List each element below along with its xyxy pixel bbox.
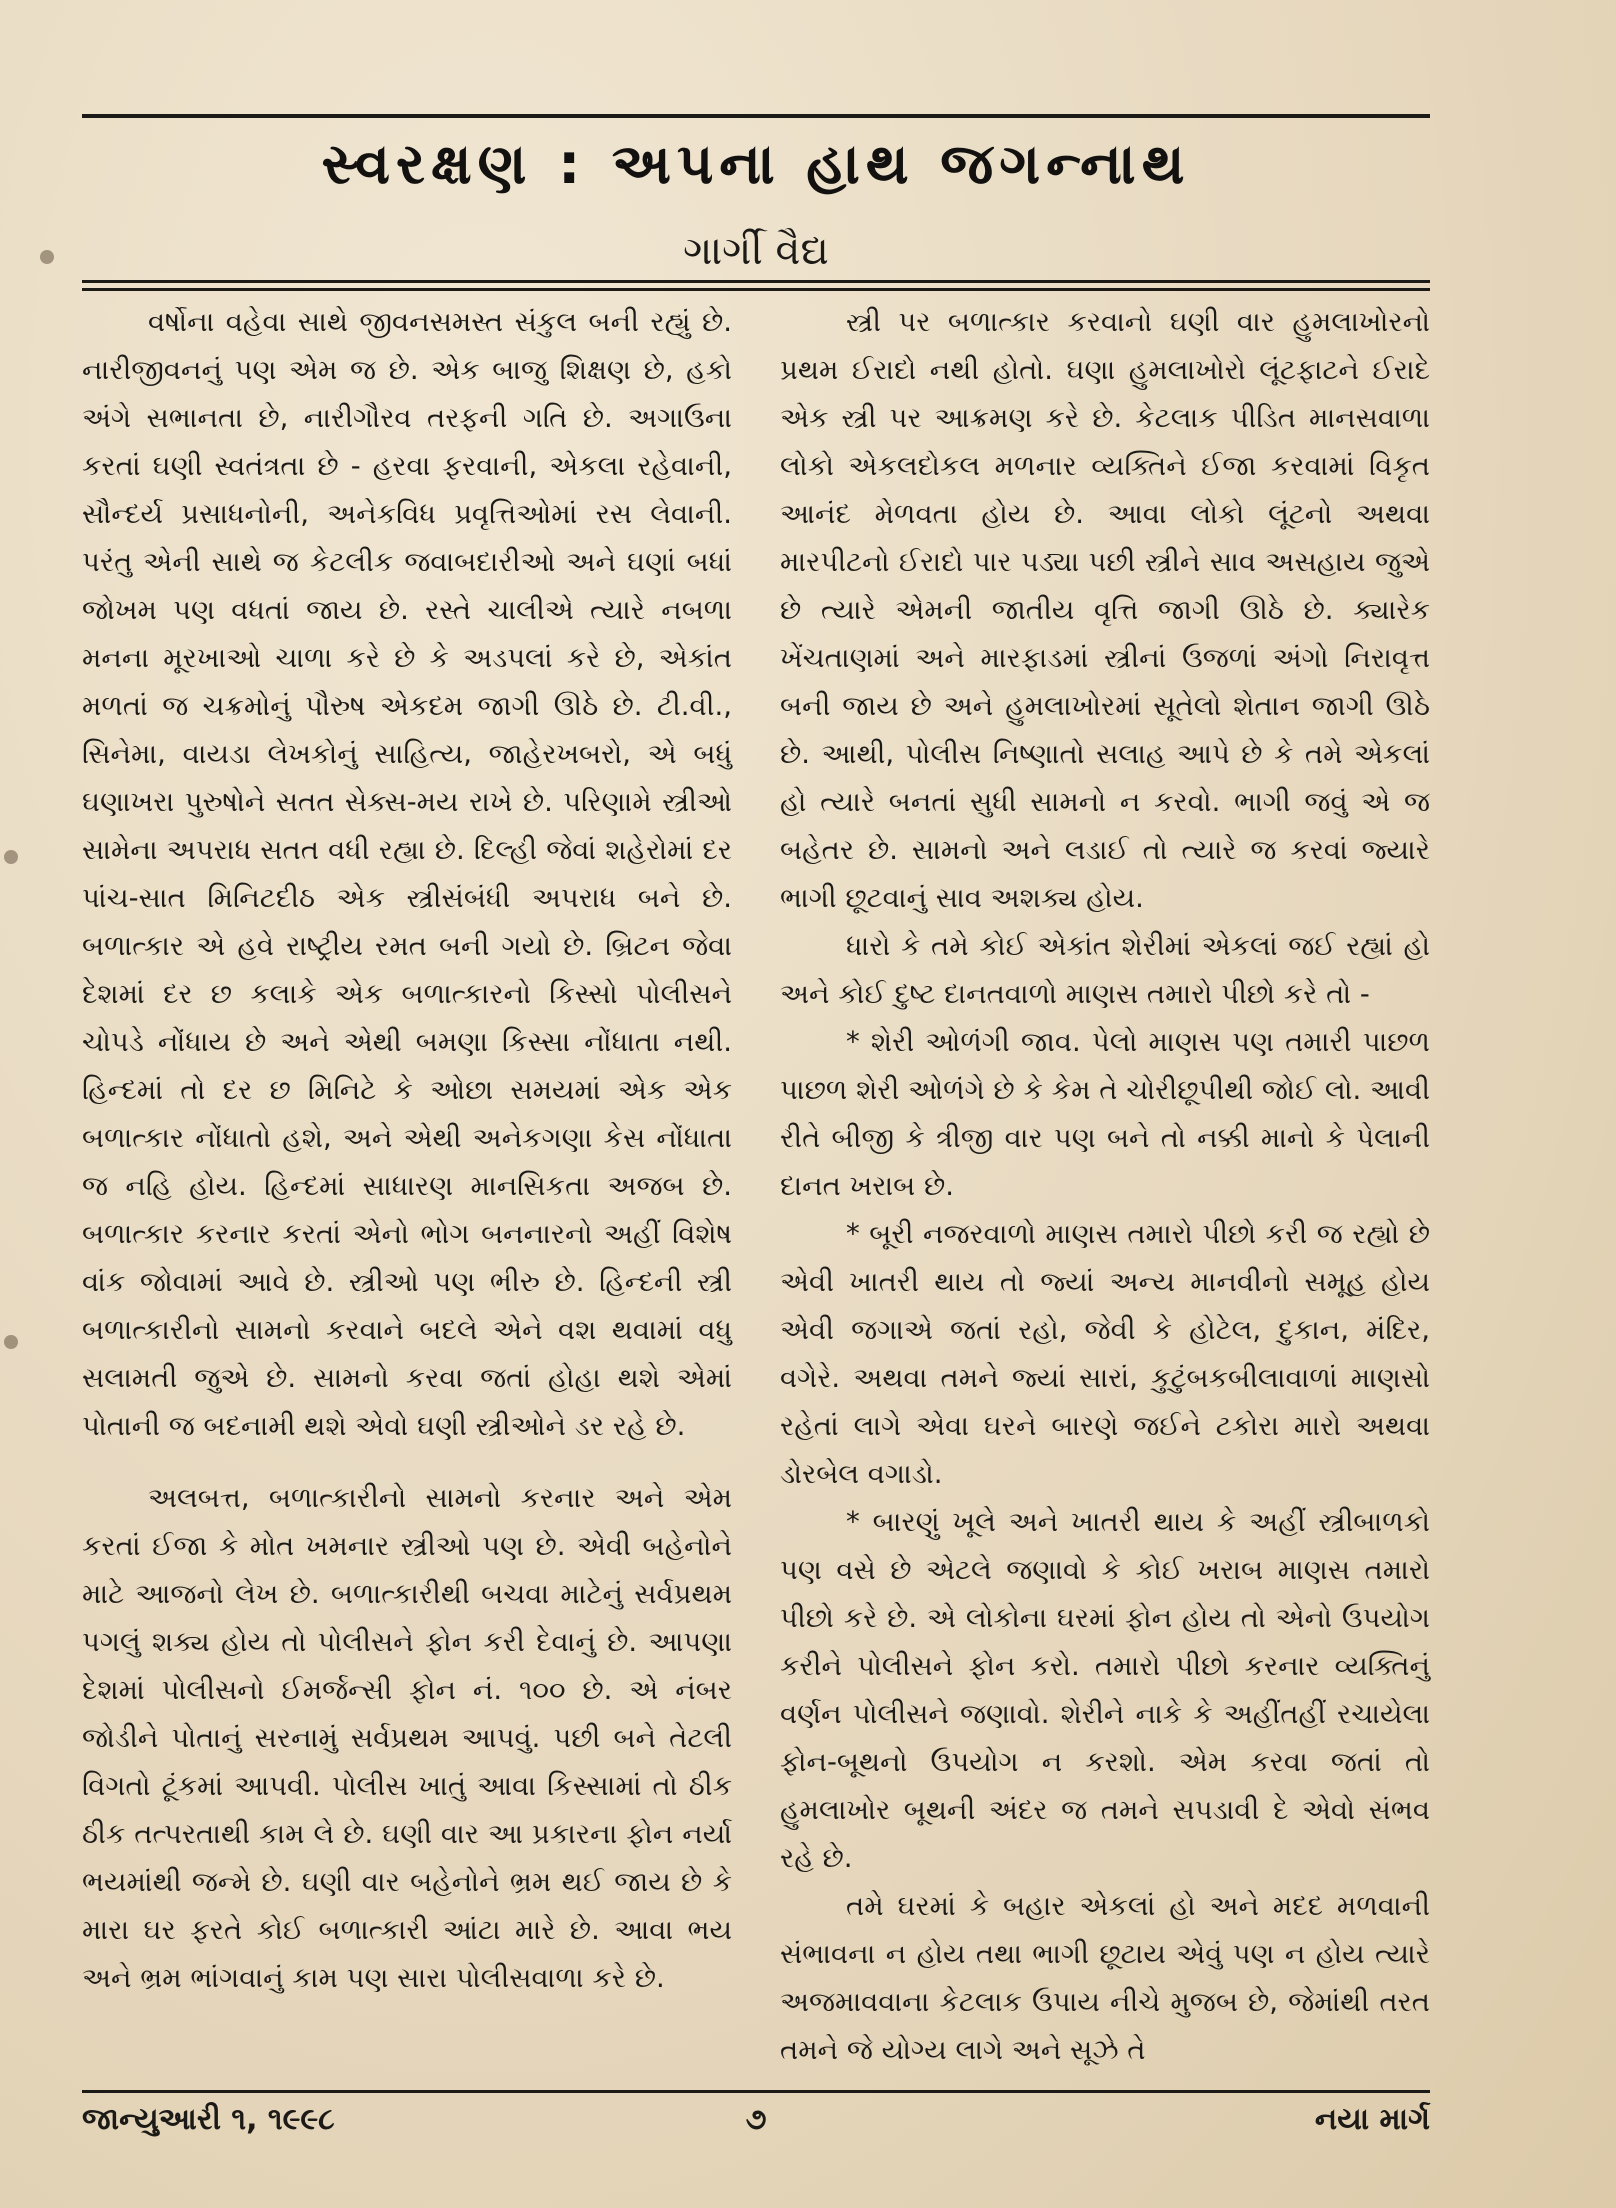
title-rule-upper — [82, 280, 1430, 283]
bullet-item: * શેરી ઓળંગી જાવ. પેલો માણસ પણ તમારી પાછળ પાછળ શેરી ઓળંગે છે કે કેમ તે ચોરીછૂપીથી જોઈ લો. આવી રીતે બીજી કે ત્રીજી વાર પણ બને તો નક્કી માનો કે પેલાની દાનત ખરાબ છે. — [780, 1026, 1430, 1202]
bullet-item: * બારણું ખૂલે અને ખાતરી થાય કે અહીં સ્ત્રીબાળકો પણ વસે છે એટલે જણાવો કે કોઈ ખરાબ માણસ તમારો પીછો કરે છે. એ લોકોના ઘરમાં ફોન હોય તો એનો ઉપયોગ કરીને પોલીસને ફોન કરો. તમારો પીછો કરનાર વ્યક્તિનું વર્ણન પોલીસને જણાવો. શેરીને નાકે કે અહીંતહીં રચાયેલા ફોન-બૂથનો ઉપયોગ ન કરશો. એમ કરવા જતાં તો હુમલાખોર બૂથની અંદર જ તમને સપડાવી દે એવો સંભવ રહે છે. — [780, 1506, 1430, 1874]
top-rule — [82, 114, 1430, 118]
left-column — [82, 298, 732, 2002]
binding-hole-mark — [4, 850, 18, 864]
magazine-name: નયા માર્ગ — [1314, 2102, 1430, 2137]
article-page — [82, 112, 1430, 2172]
bullet-item: * બૂરી નજરવાળો માણસ તમારો પીછો કરી જ રહ્યો છે એવી ખાતરી થાય તો જ્યાં અન્ય માનવીનો સમૂહ હોય એવી જગાએ જતાં રહો, જેવી કે હોટેલ, દુકાન, મંદિર, વગેરે. અથવા તમને જ્યાં સારાં, કુટુંબકબીલાવાળાં માણસો રહેતાં લાગે એવા ઘરને બારણે જઈને ટકોરા મારો અથવા ડોરબેલ વગાડો. — [780, 1218, 1430, 1490]
binding-hole-mark — [4, 1335, 18, 1349]
paragraph: અલબત્ત, બળાત્કારીનો સામનો કરનાર અને એમ કરતાં ઈજા કે મોત ખમનાર સ્ત્રીઓ પણ છે. એવી બહેનોને માટે આજનો લેખ છે. બળાત્કારીથી બચવા માટેનું સર્વપ્રથમ પગલું શક્ય હોય તો પોલીસને ફોન કરી દેવાનું છે. આપણા દેશમાં પોલીસનો ઈમર્જન્સી ફોન નં. ૧૦૦ છે. એ નંબર જોડીને પોતાનું સરનામું સર્વપ્રથમ આપવું. પછી બને તેટલી વિગતો ટૂંકમાં આપવી. પોલીસ ખાતું આવા કિસ્સામાં તો ઠીક ઠીક તત્પરતાથી કામ લે છે. ઘણી વાર આ પ્રકારના ફોન નર્યા ભયમાંથી જન્મે છે. ઘણી વાર બહેનોને ભ્રમ થઈ જાય છે કે મારા ઘર ફરતે કોઈ બળાત્કારી આંટા મારે છે. આવા ભય અને ભ્રમ ભાંગવાનું કામ પણ સારા પોલીસવાળા કરે છે. — [82, 1482, 732, 1994]
paragraph: ધારો કે તમે કોઈ એકાંત શેરીમાં એકલાં જઈ રહ્યાં હો અને કોઈ દુષ્ટ દાનતવાળો માણસ તમારો પીછો કરે તો - — [780, 930, 1430, 1010]
binding-hole-mark — [40, 250, 54, 264]
page-footer — [82, 2102, 1430, 2152]
author-name: ગાર્ગી વૈદ્ય — [683, 228, 829, 274]
paragraph: સ્ત્રી પર બળાત્કાર કરવાનો ઘણી વાર હુમલાખોરનો પ્રથમ ઈરાદો નથી હોતો. ઘણા હુમલાખોરો લૂંટફાટને ઈરાદે એક સ્ત્રી પર આક્રમણ કરે છે. કેટલાક પીડિત માનસવાળા લોકો એકલદોકલ મળનાર વ્યક્તિને ઈજા કરવામાં વિકૃત આનંદ મેળવતા હોય છે. આવા લોકો લૂંટનો અથવા મારપીટનો ઈરાદો પાર પડ્યા પછી સ્ત્રીને સાવ અસહાય જુએ છે ત્યારે એમની જાતીય વૃત્તિ જાગી ઊઠે છે. ક્યારેક ખેંચતાણમાં અને મારફાડમાં સ્ત્રીનાં ઉજળાં અંગો નિરાવૃત્ત બની જાય છે અને હુમલાખોરમાં સૂતેલો શેતાન જાગી ઊઠે છે. આથી, પોલીસ નિષ્ણાતો સલાહ આપે છે કે તમે એકલાં હો ત્યારે બનતાં સુધી સામનો ન કરવો. ભાગી જવું એ જ બહેતર છે. સામનો અને લડાઈ તો ત્યારે જ કરવાં જ્યારે ભાગી છૂટવાનું સાવ અશક્ય હોય. — [780, 306, 1430, 914]
issue-date: જાન્યુઆરી ૧, ૧૯૯૮ — [82, 2102, 335, 2137]
paragraph: વર્ષોના વહેવા સાથે જીવનસમસ્ત સંકુલ બની રહ્યું છે. નારીજીવનનું પણ એમ જ છે. એક બાજુ શિક્ષણ છે, હકો અંગે સભાનતા છે, નારીગૌરવ તરફની ગતિ છે. અગાઉના કરતાં ઘણી સ્વતંત્રતા છે - હરવા ફરવાની, એકલા રહેવાની, સૌન્દર્ય પ્રસાધનોની, અનેકવિધ પ્રવૃત્તિઓમાં રસ લેવાની. પરંતુ એની સાથે જ કેટલીક જવાબદારીઓ અને ઘણાં બધાં જોખમ પણ વધતાં જાય છે. રસ્તે ચાલીએ ત્યારે નબળા મનના મૂરખાઓ ચાળા કરે છે કે અડપલાં કરે છે, એકાંત મળતાં જ ચક્રમોનું પૌરુષ એકદમ જાગી ઊઠે છે. ટી.વી., સિનેમા, વાયડા લેખકોનું સાહિત્ય, જાહેરખબરો, એ બધું ઘણાખરા પુરુષોને સતત સેક્સ-મય રાખે છે. પરિણામે સ્ત્રીઓ સામેના અપરાધ સતત વધી રહ્યા છે. દિલ્હી જેવાં શહેરોમાં દર પાંચ-સાત મિનિટદીઠ એક સ્ત્રીસંબંધી અપરાધ બને છે. બળાત્કાર એ હવે રાષ્ટ્રીય રમત બની ગયો છે. બ્રિટન જેવા દેશમાં દર છ કલાકે એક બળાત્કારનો કિસ્સો પોલીસને ચોપડે નોંધાય છે અને એથી બમણા કિસ્સા નોંધાતા નથી. હિન્દમાં તો દર છ મિનિટે કે ઓછા સમયમાં એક એક બળાત્કાર નોંધાતો હશે, અને એથી અનેકગણા કેસ નોંધાતા જ નહિ હોય. હિન્દમાં સાધારણ માનસિકતા અજબ છે. બળાત્કાર કરનાર કરતાં એનો ભોગ બનનારનો અહીં વિશેષ વાંક જોવામાં આવે છે. સ્ત્રીઓ પણ ભીરુ છે. હિન્દની સ્ત્રી બળાત્કારીનો સામનો કરવાને બદલે એને વશ થવામાં વધુ સલામતી જુએ છે. સામનો કરવા જતાં હોહા થશે એમાં પોતાની જ બદનામી થશે એવો ઘણી સ્ત્રીઓને ડર રહે છે. — [82, 306, 732, 1442]
paragraph: તમે ઘરમાં કે બહાર એકલાં હો અને મદદ મળવાની સંભાવના ન હોય તથા ભાગી છૂટાય એવું પણ ન હોય ત્યારે અજમાવવાના કેટલાક ઉપાય નીચે મુજબ છે, જેમાંથી તરત તમને જે યોગ્ય લાગે અને સૂઝે તે — [780, 1890, 1430, 2066]
article-title: સ્વરક્ષણ : અપના હાથ જગન્નાથ — [321, 132, 1191, 197]
footer-rule — [82, 2090, 1430, 2093]
title-rule-lower — [82, 288, 1430, 291]
right-column — [780, 298, 1430, 2074]
page-number: ૭ — [745, 2102, 767, 2137]
